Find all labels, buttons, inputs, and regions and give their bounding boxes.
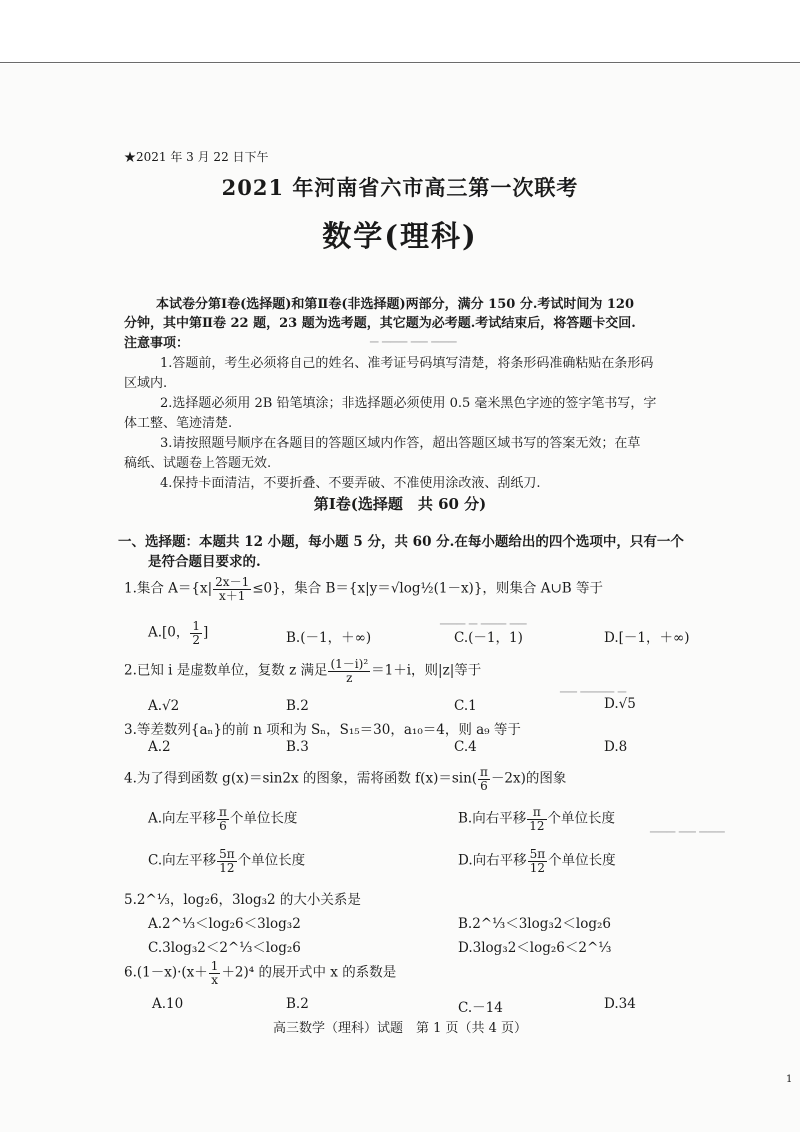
option-d: D.√5 <box>604 696 636 712</box>
denominator: x＋1 <box>218 588 246 603</box>
question-6-stem <box>124 960 396 986</box>
fraction <box>478 766 490 792</box>
fraction <box>528 848 548 874</box>
fraction <box>328 658 370 684</box>
option-d: D.[－1，＋∞) <box>604 630 690 646</box>
question-1-stem <box>124 576 603 602</box>
numerator: π <box>480 765 488 779</box>
option-a: A.10 <box>152 996 184 1012</box>
numerator: 1 <box>210 959 219 973</box>
option-a: A.√2 <box>148 698 180 714</box>
denominator: z <box>346 670 353 685</box>
intro-line: 本试卷分第Ⅰ卷(选择题)和第Ⅱ卷(非选择题)两部分，满分 150 分.考试时间为 120 <box>156 297 635 312</box>
option-d: D.34 <box>604 996 636 1012</box>
option-c: C.－14 <box>458 1000 503 1016</box>
option-b: B.3 <box>286 739 309 755</box>
sqrt-expression: √log½(1－x) <box>390 580 474 597</box>
stem-text: 4.为了得到函数 g(x)＝sin2x 的图象，需将函数 f(x)＝sin( <box>124 770 478 787</box>
page-footer: 高三数学（理科）试题 第 1 页（共 4 页） <box>272 1021 528 1036</box>
note-line: 体工整、笔迹清楚. <box>124 416 233 431</box>
intro-line: 分钟，其中第Ⅱ卷 22 题，23 题为选考题，其它题为必考题.考试结束后，将答题卡交回. <box>124 316 636 331</box>
bleed-through-mark: ▁ ▁▁▁ ▁▁ ▁▁▁ <box>370 330 457 343</box>
question-5-stem: 5.2^⅓，log₂6，3log₃2 的大小关系是 <box>124 892 361 908</box>
stem-text: }，则集合 A∪B 等于 <box>473 580 603 597</box>
note-line: 2.选择题必须用 2B 铅笔填涂；非选择题必须使用 0.5 毫米黑色字迹的签字笔书写，字 <box>160 396 657 411</box>
denominator: 6 <box>219 818 227 833</box>
option-text: A.[0， <box>148 624 190 641</box>
option-text: C.向左平移 <box>148 852 217 869</box>
denominator: 12 <box>529 818 545 833</box>
option-text: 个单位长度 <box>548 852 616 869</box>
option-c: C.1 <box>454 698 477 714</box>
stem-text: 1.集合 A＝{x| <box>124 580 213 597</box>
question-4-stem <box>124 766 566 792</box>
denominator: x <box>211 972 218 987</box>
exam-date: ★2021 年 3 月 22 日下午 <box>124 150 269 164</box>
option-c: C.(－1，1) <box>454 630 523 646</box>
top-rule <box>0 62 800 63</box>
denominator: 2 <box>192 632 201 647</box>
option-d: D.3log₃2＜log₂6＜2^⅓ <box>458 940 612 956</box>
option-a: A.2 <box>148 739 171 755</box>
option-text: 个单位长度 <box>237 852 306 869</box>
note-line: 4.保持卡面清洁，不要折叠、不要弄破、不准使用涂改液、刮纸刀. <box>160 476 541 491</box>
option-a <box>148 620 208 646</box>
option-d: D.8 <box>604 739 628 755</box>
option-a <box>148 806 297 832</box>
section-instructions: 是符合题目要求的. <box>148 554 261 570</box>
numerator: 1 <box>192 619 201 633</box>
stem-text: ＝1＋i，则|z|等于 <box>371 662 482 679</box>
option-text: A.向左平移 <box>148 810 217 827</box>
fraction <box>527 806 546 832</box>
stem-text: －2x)的图象 <box>490 770 567 787</box>
fraction <box>217 806 229 832</box>
option-c: C.3log₃2＜2^⅓＜log₂6 <box>148 940 301 956</box>
numerator: π <box>219 805 227 819</box>
option-text: ] <box>203 624 209 641</box>
option-b: B.(－1，＋∞) <box>286 630 372 646</box>
option-text: 个单位长度 <box>229 810 298 827</box>
option-b <box>458 806 615 832</box>
option-text: D.向右平移 <box>458 852 527 869</box>
numerator: 5π <box>529 847 546 861</box>
section-instructions: 一、选择题：本题共 12 小题，每小题 5 分，共 60 分.在每小题给出的四个选项中，只有一个 <box>118 534 684 550</box>
fraction <box>217 848 237 874</box>
numerator: (1－i)² <box>330 657 369 671</box>
option-d <box>458 848 616 874</box>
option-a: A.2^⅓＜log₂6＜3log₃2 <box>148 916 301 932</box>
denominator: 12 <box>219 860 235 875</box>
exam-title: 2021 年河南省六市高三第一次联考 <box>221 175 579 200</box>
stem-text: 6.(1－x)·(x＋ <box>124 964 208 981</box>
subject-title: 数学(理科) <box>322 219 478 253</box>
fraction <box>190 620 202 646</box>
notes-title: 注意事项： <box>124 336 190 351</box>
denominator: 12 <box>529 860 546 875</box>
option-b: B.2^⅓＜3log₃2＜log₂6 <box>458 916 611 932</box>
stem-text: ＋2)⁴ 的展开式中 x 的系数是 <box>221 964 397 981</box>
fraction <box>209 960 221 986</box>
option-c <box>148 848 305 874</box>
page-number: 1 <box>786 1074 793 1085</box>
option-c: C.4 <box>454 739 477 755</box>
note-line: 3.请按照题号顺序在各题目的答题区域内作答，超出答题区域书写的答案无效；在草 <box>160 436 641 451</box>
fraction <box>213 576 251 602</box>
note-line: 稿纸、试题卷上答题无效. <box>124 456 272 471</box>
section-heading: 第Ⅰ卷(选择题 共 60 分) <box>313 495 487 513</box>
stem-text: 2.已知 i 是虚数单位，复数 z 满足 <box>124 662 328 679</box>
bleed-through-mark: ▁▁▁ ▁▁ ▁▁▁ <box>650 820 725 833</box>
numerator: 5π <box>219 847 235 861</box>
denominator: 6 <box>480 778 488 793</box>
question-3-stem: 3.等差数列{aₙ}的前 n 项和为 Sₙ，S₁₅＝30，a₁₀＝4，则 a₉ 等于 <box>124 722 521 738</box>
option-b: B.2 <box>286 996 309 1012</box>
option-b: B.2 <box>286 698 309 714</box>
question-2-stem <box>124 658 481 684</box>
bleed-through-mark: ▁▁ ▁▁▁▁ ▁ <box>560 680 627 693</box>
note-line: 1.答题前，考生必须将自己的姓名、准考证号码填写清楚，将条形码准确粘贴在条形码 <box>160 356 654 371</box>
option-text: 个单位长度 <box>547 810 615 827</box>
bleed-through-mark: ▁▁▁ ▁ ▁▁▁ ▁▁ <box>440 612 527 625</box>
option-text: B.向右平移 <box>458 810 527 827</box>
numerator: π <box>527 806 546 820</box>
note-line: 区域内. <box>124 376 168 391</box>
numerator: 2x－1 <box>215 575 250 589</box>
stem-text: ≤0}，集合 B＝{x|y＝ <box>252 580 391 597</box>
